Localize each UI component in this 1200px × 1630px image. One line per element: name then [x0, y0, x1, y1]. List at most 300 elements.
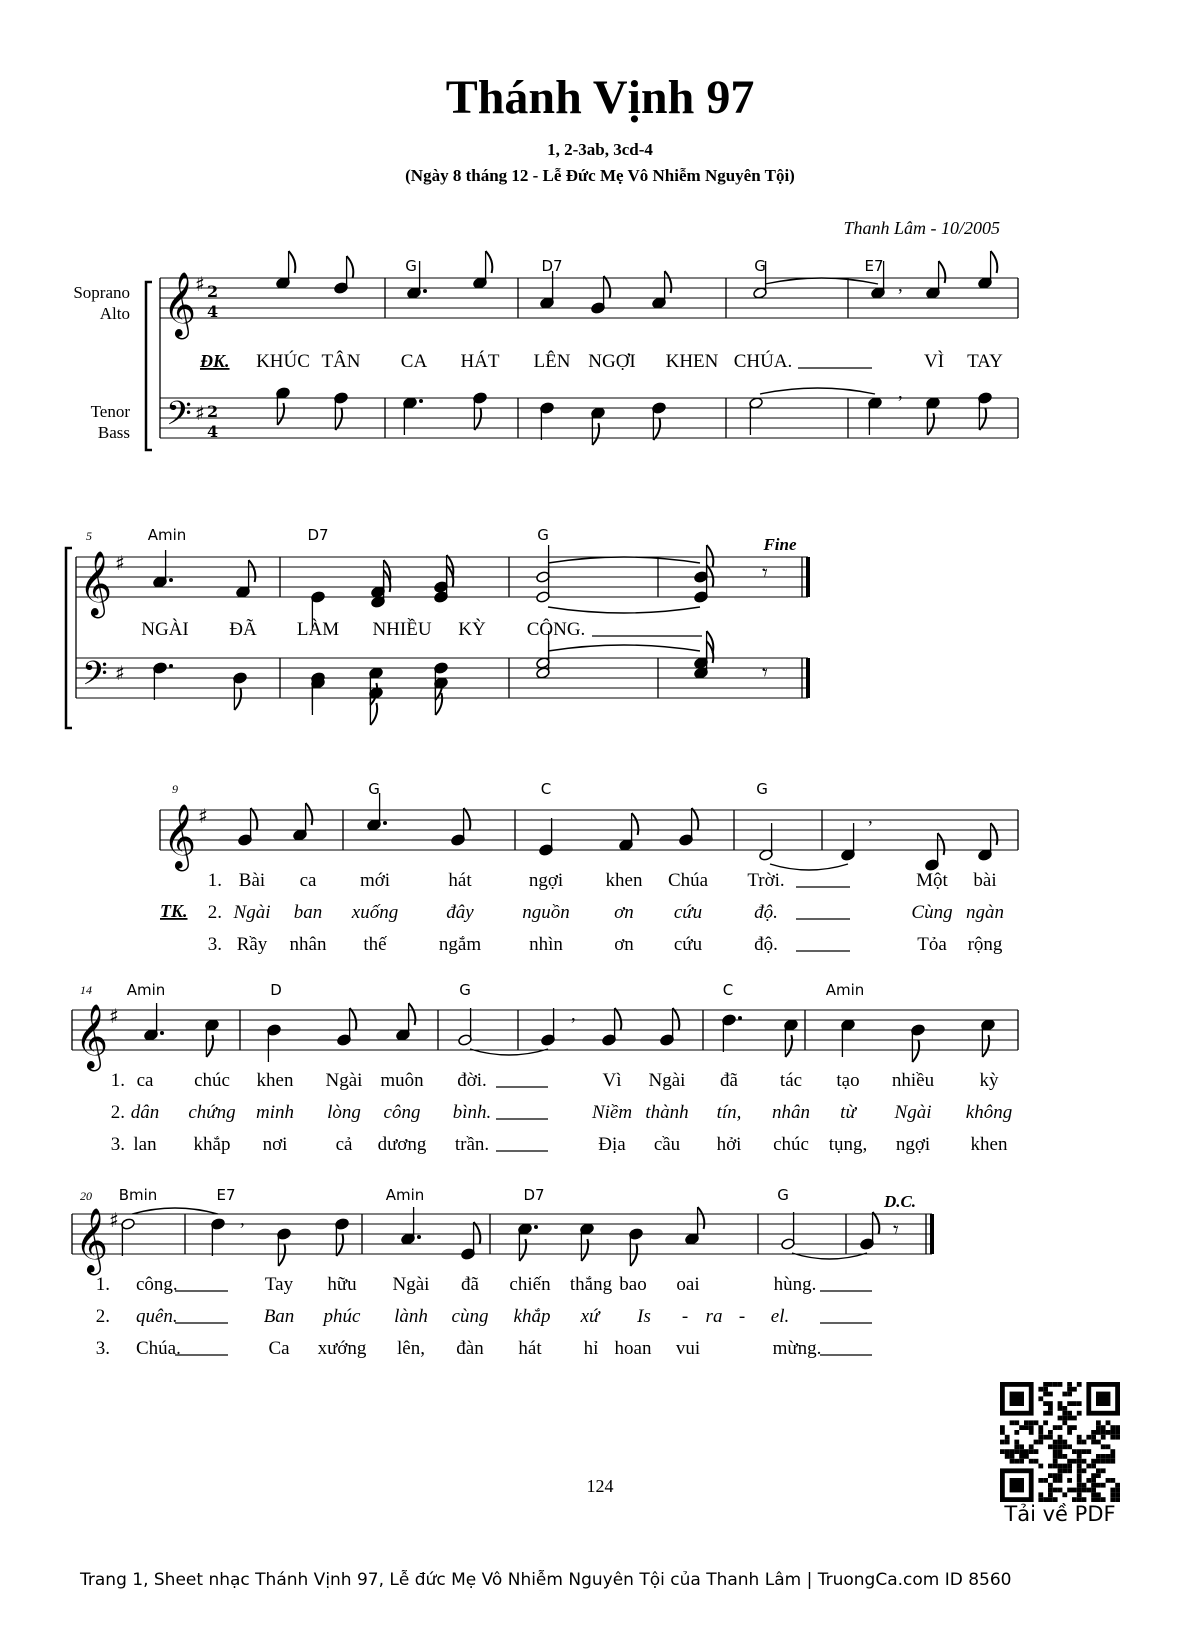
- lyric-syllable: hùng.: [773, 1274, 817, 1295]
- qr-module: [1062, 1420, 1067, 1425]
- note: [121, 1218, 136, 1256]
- lyric-syllable: độ.: [754, 934, 778, 955]
- time-signature-bottom: 4: [207, 302, 219, 321]
- composer-credit: Thanh Lâm - 10/2005: [843, 218, 1000, 238]
- qr-module: [1101, 1459, 1106, 1464]
- verse-number: 3.: [207, 934, 222, 955]
- qr-module: [1062, 1468, 1067, 1473]
- qr-module: [1038, 1478, 1043, 1483]
- key-signature-sharp: ♯: [115, 661, 125, 685]
- chord-symbol: G: [405, 257, 417, 275]
- qr-module: [1106, 1430, 1111, 1435]
- note: [540, 402, 555, 440]
- qr-module: [1005, 1449, 1010, 1454]
- lyric-syllable: nhân: [289, 934, 327, 955]
- qr-module: [1091, 1473, 1096, 1478]
- qr-module: [1077, 1468, 1082, 1473]
- chord-symbol: C: [722, 981, 734, 999]
- qr-module: [1101, 1483, 1106, 1488]
- note-flag: [979, 408, 986, 430]
- lyric-syllable: khen: [970, 1134, 1008, 1155]
- qr-module: [1014, 1459, 1019, 1464]
- note-flag: [474, 408, 481, 430]
- qr-module: [1072, 1416, 1077, 1421]
- qr-module: [1058, 1440, 1063, 1445]
- note-flag: [873, 1212, 880, 1234]
- system-bracket: [66, 548, 72, 728]
- qr-module: [1048, 1488, 1053, 1493]
- lyric-syllable: hữu: [327, 1274, 357, 1295]
- qr-module: [1067, 1468, 1072, 1473]
- lyric-syllable: Một: [916, 870, 948, 891]
- qr-module: [1067, 1459, 1072, 1464]
- note: [293, 803, 313, 841]
- note: [619, 813, 639, 851]
- lyric-syllable: el.: [770, 1306, 790, 1327]
- qr-module: [1010, 1449, 1015, 1454]
- lyric-syllable: Rầy: [236, 934, 268, 955]
- qr-module: [1048, 1411, 1053, 1416]
- note-flag: [592, 423, 599, 445]
- qr-module: [1096, 1420, 1101, 1425]
- note: [925, 833, 945, 871]
- lyric-syllable: tín,: [716, 1102, 742, 1123]
- measure-number: 20: [80, 1189, 92, 1203]
- note: [868, 397, 883, 435]
- qr-module: [1072, 1459, 1077, 1464]
- lyric-syllable: LÊN: [533, 351, 571, 372]
- qr-module: [1062, 1392, 1067, 1397]
- lyric-syllable: Tay: [264, 1274, 294, 1295]
- note-flag: [206, 1035, 213, 1057]
- qr-module: [1053, 1473, 1058, 1478]
- page-number: 124: [586, 1476, 614, 1496]
- qr-module: [1053, 1382, 1058, 1387]
- qr-module: [1000, 1430, 1005, 1435]
- note-dot: [738, 1016, 742, 1020]
- lyric-syllable: Niềm: [591, 1102, 633, 1123]
- qr-module: [1077, 1440, 1082, 1445]
- lyric-syllable: ngợi: [528, 870, 564, 891]
- note: [759, 823, 774, 861]
- qr-module: [1043, 1382, 1048, 1387]
- download-pdf-link[interactable]: Tải về PDF: [1004, 1502, 1116, 1526]
- system-bracket: [146, 282, 152, 450]
- qr-module: [1077, 1459, 1082, 1464]
- qr-code-icon[interactable]: [1000, 1382, 1120, 1502]
- qr-module: [1058, 1401, 1063, 1406]
- qr-module: [1048, 1435, 1053, 1440]
- qr-module: [1115, 1435, 1120, 1440]
- qr-module: [1091, 1483, 1096, 1488]
- qr-module: [1038, 1430, 1043, 1435]
- lyric-syllable: từ: [840, 1102, 856, 1123]
- lyric-syllable: quên.: [136, 1306, 178, 1327]
- time-signature-bottom: 4: [207, 422, 219, 441]
- lyric-syllable: hát: [448, 870, 472, 891]
- lyric-syllable: bài: [973, 870, 997, 891]
- note: [311, 677, 326, 715]
- qr-module: [1062, 1444, 1067, 1449]
- lyric-syllable: chúc: [194, 1070, 230, 1091]
- lyric-syllable: mừng.: [772, 1338, 822, 1359]
- note-flag: [615, 1008, 622, 1030]
- note: [236, 560, 256, 598]
- qr-module: [1014, 1420, 1019, 1425]
- note: [153, 662, 173, 700]
- chord-symbol: Amin: [385, 1186, 425, 1204]
- verse-number: 2.: [95, 1306, 110, 1327]
- note: [334, 392, 349, 430]
- qr-module: [1058, 1416, 1063, 1421]
- lyric-syllable: Vì: [602, 1070, 622, 1091]
- lyric-syllable: Địa: [598, 1134, 626, 1155]
- lyric-syllable: độ.: [754, 902, 778, 923]
- lyric-syllable: xướng: [317, 1338, 367, 1359]
- note: [153, 550, 173, 588]
- lyric-syllable: ban: [293, 902, 323, 923]
- note: [781, 1212, 796, 1250]
- qr-module: [1029, 1459, 1034, 1464]
- qr-module: [1110, 1459, 1115, 1464]
- lyric-syllable: khen: [256, 1070, 294, 1091]
- qr-module: [1062, 1464, 1067, 1469]
- qr-module: [1072, 1401, 1077, 1406]
- qr-module: [1005, 1454, 1010, 1459]
- qr-module: [1005, 1435, 1010, 1440]
- lyric-syllable: ca: [299, 870, 317, 891]
- key-signature-sharp: ♯: [195, 272, 205, 296]
- qr-module: [1058, 1488, 1063, 1493]
- chord-symbol: Amin: [147, 526, 187, 544]
- note-dot: [169, 664, 173, 668]
- note: [539, 818, 554, 856]
- eighth-rest-icon: 𝄾: [893, 1218, 899, 1243]
- note: [211, 1218, 226, 1256]
- qr-module: [1091, 1492, 1096, 1497]
- lyric-syllable: thắng: [569, 1274, 613, 1295]
- lyric-syllable: cứu: [673, 902, 703, 923]
- qr-module: [1110, 1492, 1115, 1497]
- lyric-syllable: lòng: [327, 1102, 361, 1123]
- note: [233, 672, 248, 710]
- note-flag: [604, 276, 611, 298]
- verse-number: 3.: [95, 1338, 110, 1359]
- chord-symbol: G: [756, 780, 768, 798]
- note-flag: [289, 251, 296, 273]
- chord-symbol: D7: [541, 257, 563, 275]
- qr-module: [1058, 1406, 1063, 1411]
- lyric-syllable: ngợi: [895, 1134, 931, 1155]
- qr-module: [1067, 1416, 1072, 1421]
- qr-module: [1000, 1449, 1005, 1454]
- qr-module: [1048, 1444, 1053, 1449]
- lyric-syllable: ơn: [614, 934, 634, 955]
- page-footer: Trang 1, Sheet nhạc Thánh Vịnh 97, Lễ đức Mẹ Vô Nhiễm Nguyên Tội của Thanh Lâm | TruongCa.com ID 8560: [80, 1570, 1012, 1590]
- lyric-syllable: khắp: [193, 1134, 231, 1155]
- lyric-syllable: chứng: [188, 1102, 236, 1123]
- lyric-syllable: cứu: [673, 934, 703, 955]
- qr-module: [1110, 1488, 1115, 1493]
- note-flag: [350, 1008, 357, 1030]
- subtitle-occasion: (Ngày 8 tháng 12 - Lễ Đức Mẹ Vô Nhiễm Nguyên Tội): [405, 166, 795, 185]
- qr-module: [1053, 1459, 1058, 1464]
- note-flag: [692, 808, 699, 830]
- lyric-syllable: cầu: [653, 1134, 681, 1155]
- note: [205, 1019, 220, 1057]
- qr-module: [1115, 1492, 1120, 1497]
- qr-module: [1096, 1430, 1101, 1435]
- qr-module: [1043, 1411, 1048, 1416]
- lyric-syllable: Chúa.: [136, 1338, 181, 1359]
- bass-clef-icon: 𝄢: [166, 395, 192, 441]
- qr-module: [1058, 1449, 1063, 1454]
- qr-module: [1096, 1473, 1101, 1478]
- note: [367, 793, 387, 831]
- qr-module: [1077, 1401, 1082, 1406]
- qr-module: [1086, 1449, 1091, 1454]
- qr-module: [1077, 1492, 1082, 1497]
- qr-module: [1086, 1478, 1091, 1483]
- lyric-syllable: Ca: [268, 1338, 290, 1359]
- lyric-syllable: đàn: [456, 1338, 484, 1359]
- treble-clef-icon: 𝄞: [79, 551, 113, 616]
- qr-module: [1067, 1488, 1072, 1493]
- qr-module: [1091, 1478, 1096, 1483]
- verse-number: 1.: [95, 1274, 110, 1295]
- note: [434, 677, 449, 715]
- qr-module: [1014, 1449, 1019, 1454]
- chord-symbol: G: [754, 257, 766, 275]
- chord-symbol: G: [777, 1186, 789, 1204]
- note-flag: [632, 813, 639, 835]
- qr-module: [1058, 1382, 1063, 1387]
- page-title: Thánh Vịnh 97: [445, 71, 755, 124]
- lyric-syllable: hỉ: [583, 1338, 599, 1359]
- lyric-syllable: thế: [363, 934, 387, 955]
- lyric-syllable: Bài: [238, 870, 266, 891]
- lyric-syllable: dân: [130, 1102, 160, 1123]
- lyric-syllable: mới: [359, 870, 391, 891]
- note: [685, 1207, 705, 1245]
- note: [458, 1008, 473, 1046]
- qr-module: [1058, 1435, 1063, 1440]
- qr-module: [1077, 1454, 1082, 1459]
- lyric-syllable: khen: [605, 870, 643, 891]
- lyric-syllable: chiến: [509, 1274, 551, 1295]
- qr-module: [1062, 1440, 1067, 1445]
- qr-module: [1106, 1444, 1111, 1449]
- qr-module: [1053, 1440, 1058, 1445]
- lyric-syllable: lành: [394, 1306, 428, 1327]
- qr-module: [1048, 1464, 1053, 1469]
- qr-module: [1000, 1440, 1005, 1445]
- note-dot: [417, 1235, 421, 1239]
- qr-module: [1096, 1492, 1101, 1497]
- qr-module: [1082, 1449, 1087, 1454]
- note: [473, 392, 488, 430]
- qr-module: [1091, 1430, 1096, 1435]
- qr-module: [1058, 1468, 1063, 1473]
- chord-symbol: E7: [864, 257, 884, 275]
- lyric-syllable: tạo: [836, 1070, 860, 1091]
- qr-module: [1014, 1440, 1019, 1445]
- note: [911, 1024, 926, 1062]
- note-flag: [474, 1222, 481, 1244]
- note: [276, 251, 296, 289]
- lyric-syllable: TÂN: [321, 351, 361, 372]
- qr-module: [1005, 1440, 1010, 1445]
- qr-module: [1062, 1454, 1067, 1459]
- note-flag: [665, 271, 672, 293]
- key-signature-sharp: ♯: [198, 804, 208, 828]
- qr-module: [1058, 1425, 1063, 1430]
- qr-module: [1067, 1411, 1072, 1416]
- qr-module: [1058, 1473, 1063, 1478]
- lyric-syllable: lên,: [397, 1338, 425, 1359]
- qr-module: [1048, 1401, 1053, 1406]
- verse-tag: TK.: [160, 901, 188, 921]
- qr-module: [1072, 1449, 1077, 1454]
- note-flag: [306, 803, 313, 825]
- dc-marking: D.C.: [883, 1192, 917, 1211]
- lyric-syllable: VÌ: [923, 351, 945, 372]
- qr-module: [1101, 1444, 1106, 1449]
- qr-module: [1048, 1382, 1053, 1387]
- note-flag: [249, 560, 256, 582]
- qr-module: [1096, 1454, 1101, 1459]
- qr-module: [1038, 1435, 1043, 1440]
- qr-module: [1086, 1488, 1091, 1493]
- qr-module: [1086, 1464, 1091, 1469]
- qr-module: [1106, 1420, 1111, 1425]
- measure-number: 5: [86, 529, 92, 543]
- qr-module: [1077, 1464, 1082, 1469]
- lyric-syllable: ĐÃ: [229, 619, 257, 640]
- lyric-syllable: cả: [335, 1134, 353, 1155]
- lyric-syllable: khắp: [513, 1306, 551, 1327]
- tie: [760, 388, 875, 394]
- qr-module: [1091, 1488, 1096, 1493]
- key-signature-sharp: ♯: [109, 1004, 119, 1028]
- time-signature-top: 2: [207, 282, 219, 301]
- qr-module: [1062, 1406, 1067, 1411]
- note: [629, 1228, 644, 1266]
- qr-module: [1067, 1430, 1072, 1435]
- qr-module: [1115, 1430, 1120, 1435]
- note: [473, 251, 493, 289]
- note-flag: [277, 403, 284, 425]
- lyric-syllable: lan: [133, 1134, 157, 1155]
- qr-module: [1019, 1449, 1024, 1454]
- note-dot: [169, 578, 173, 582]
- lyric-syllable: vui: [675, 1338, 701, 1359]
- qr-module: [1096, 1459, 1101, 1464]
- note-dot: [160, 1031, 164, 1035]
- lyric-syllable: hát: [518, 1338, 542, 1359]
- qr-module: [1072, 1488, 1077, 1493]
- qr-module: [1082, 1488, 1087, 1493]
- lyric-syllable: nơi: [262, 1134, 288, 1155]
- treble-staff: [160, 810, 1018, 850]
- qr-module: [1010, 1454, 1015, 1459]
- note: [276, 387, 291, 425]
- note-flag: [653, 418, 660, 440]
- note-flag: [938, 833, 945, 855]
- qr-module: [1043, 1401, 1048, 1406]
- note-flag: [630, 1244, 637, 1266]
- subtitle-verses: 1, 2-3ab, 3cd-4: [547, 140, 653, 159]
- lyric-syllable: NGỢI: [588, 351, 636, 372]
- chord-symbol: G: [368, 780, 380, 798]
- qr-module: [1048, 1483, 1053, 1488]
- qr-module: [1014, 1444, 1019, 1449]
- lyric-syllable: nguồn: [522, 902, 570, 923]
- qr-module: [1077, 1435, 1082, 1440]
- lyric-syllable: đã: [461, 1274, 479, 1295]
- lyric-syllable: Chúa: [667, 870, 709, 891]
- lyric-syllable: Trời.: [747, 870, 785, 891]
- lyric-syllable: đây: [446, 902, 474, 923]
- lyric-syllable: trần.: [454, 1134, 490, 1155]
- qr-module: [1019, 1459, 1024, 1464]
- eighth-rest-icon: 𝄾: [762, 661, 768, 686]
- qr-module: [1077, 1488, 1082, 1493]
- breath-mark: ,: [571, 1004, 576, 1025]
- note: [652, 402, 667, 440]
- qr-module: [1096, 1440, 1101, 1445]
- lyric-syllable: chúc: [773, 1134, 809, 1155]
- lyric-syllable: KHÚC: [256, 351, 310, 372]
- tie: [765, 278, 878, 284]
- lyric-syllable: nhìn: [529, 934, 563, 955]
- tie: [548, 607, 700, 613]
- fine-marking: Fine: [763, 535, 797, 554]
- qr-module: [1082, 1459, 1087, 1464]
- note-flag: [991, 251, 998, 273]
- chord-symbol: G: [459, 981, 471, 999]
- chord-symbol: D7: [523, 1186, 545, 1204]
- qr-module: [1038, 1464, 1043, 1469]
- lyric-syllable: Is: [637, 1306, 651, 1327]
- qr-module: [1034, 1440, 1039, 1445]
- qr-module: [1048, 1473, 1053, 1478]
- chord-symbol: C: [540, 780, 552, 798]
- note: [580, 1223, 595, 1261]
- note: [335, 1218, 350, 1256]
- qr-module: [1110, 1425, 1115, 1430]
- qr-module: [1048, 1492, 1053, 1497]
- note-flag: [234, 688, 241, 710]
- qr-module: [1053, 1464, 1058, 1469]
- qr-module: [1067, 1425, 1072, 1430]
- treble-clef-icon: 𝄞: [75, 1208, 109, 1273]
- qr-module: [1048, 1392, 1053, 1397]
- note-flag: [581, 1239, 588, 1261]
- qr-module: [1082, 1468, 1087, 1473]
- note-flag: [370, 703, 377, 725]
- part-label-alto: Alto: [99, 304, 130, 323]
- note-flag: [912, 1040, 919, 1062]
- note: [722, 1014, 742, 1052]
- breath-mark: ,: [898, 382, 903, 403]
- qr-module: [1010, 1392, 1024, 1406]
- chord-symbol: Amin: [825, 981, 865, 999]
- note-flag: [278, 1244, 285, 1266]
- lyric-syllable: NHIỀU: [372, 619, 432, 640]
- qr-module: [1043, 1420, 1048, 1425]
- lyric-syllable: CHÚA.: [733, 351, 793, 372]
